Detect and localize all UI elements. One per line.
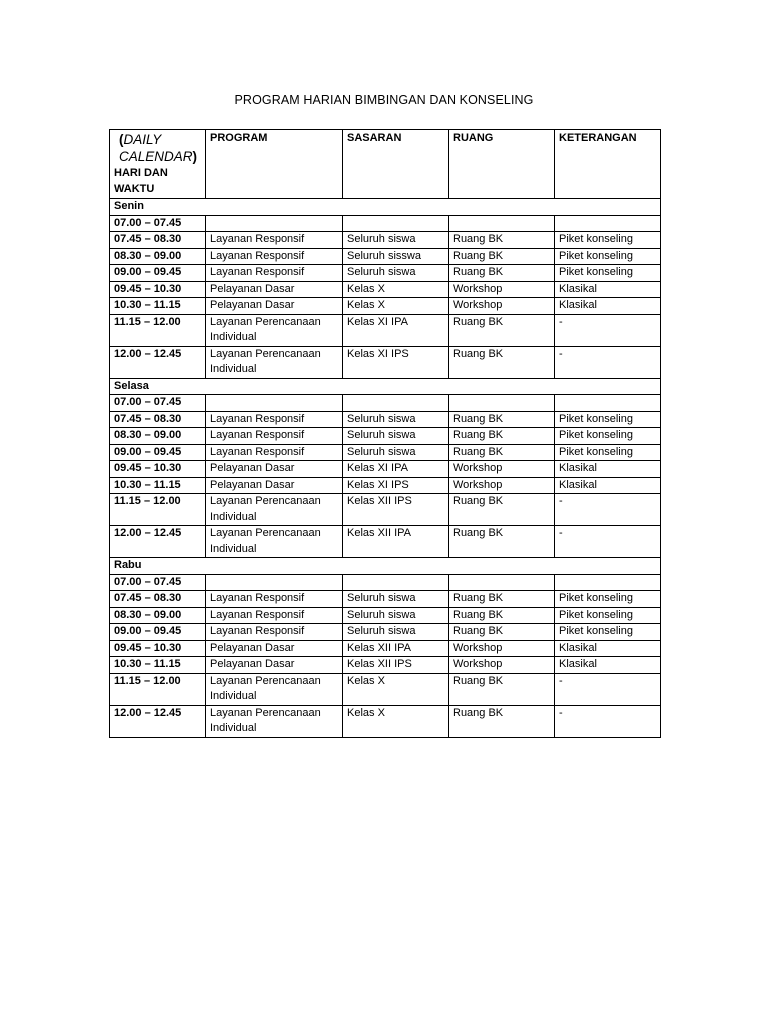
- ruang-cell: Workshop: [449, 298, 555, 315]
- table-row: [110, 494, 661, 526]
- table-row: [110, 281, 661, 298]
- time-cell: 11.15 – 12.00: [110, 494, 206, 526]
- ruang-cell: Ruang BK: [449, 526, 555, 558]
- program-cell: Pelayanan Dasar: [206, 461, 343, 478]
- keterangan-cell: -: [555, 346, 661, 378]
- program-cell: Layanan Responsif: [206, 265, 343, 282]
- sasaran-cell: [343, 574, 449, 591]
- sasaran-cell: Kelas XI IPA: [343, 461, 449, 478]
- program-cell: [206, 395, 343, 412]
- header-day-time: [110, 130, 206, 199]
- sasaran-cell: Kelas XII IPS: [343, 494, 449, 526]
- table-row: [110, 477, 661, 494]
- time-cell: 09.45 – 10.30: [110, 461, 206, 478]
- time-cell: 09.45 – 10.30: [110, 640, 206, 657]
- sasaran-cell: Seluruh siswa: [343, 232, 449, 249]
- sasaran-cell: Kelas XII IPA: [343, 640, 449, 657]
- sasaran-cell: Seluruh siswa: [343, 624, 449, 641]
- header-daily-calendar: (DAILY CALENDAR): [119, 132, 198, 164]
- header-hari-dan-waktu: HARI DAN WAKTU: [114, 167, 168, 195]
- table-row: [110, 705, 661, 737]
- keterangan-cell: Klasikal: [555, 477, 661, 494]
- time-cell: 08.30 – 09.00: [110, 248, 206, 265]
- ruang-cell: [449, 574, 555, 591]
- program-cell: Layanan Responsif: [206, 248, 343, 265]
- keterangan-cell: Klasikal: [555, 298, 661, 315]
- program-cell: Layanan Perencanaan Individual: [206, 526, 343, 558]
- program-cell: Layanan Responsif: [206, 232, 343, 249]
- time-cell: 07.45 – 08.30: [110, 232, 206, 249]
- header-keterangan: KETERANGAN: [555, 130, 661, 199]
- sasaran-cell: Kelas X: [343, 298, 449, 315]
- program-cell: Layanan Perencanaan Individual: [206, 494, 343, 526]
- keterangan-cell: Klasikal: [555, 461, 661, 478]
- sasaran-cell: Kelas XII IPA: [343, 526, 449, 558]
- time-cell: 12.00 – 12.45: [110, 705, 206, 737]
- keterangan-cell: Klasikal: [555, 281, 661, 298]
- keterangan-cell: Klasikal: [555, 640, 661, 657]
- time-cell: 12.00 – 12.45: [110, 346, 206, 378]
- ruang-cell: [449, 395, 555, 412]
- table-row: [110, 298, 661, 315]
- time-cell: 11.15 – 12.00: [110, 314, 206, 346]
- ruang-cell: Workshop: [449, 461, 555, 478]
- ruang-cell: Ruang BK: [449, 494, 555, 526]
- ruang-cell: Ruang BK: [449, 591, 555, 608]
- ruang-cell: Ruang BK: [449, 248, 555, 265]
- table-row: [110, 265, 661, 282]
- sasaran-cell: Seluruh siswa: [343, 444, 449, 461]
- program-cell: Pelayanan Dasar: [206, 298, 343, 315]
- table-row: [110, 461, 661, 478]
- sasaran-cell: Kelas XII IPS: [343, 657, 449, 674]
- table-header-row: [110, 130, 661, 199]
- keterangan-cell: Piket konseling: [555, 428, 661, 445]
- sasaran-cell: [343, 395, 449, 412]
- sasaran-cell: Seluruh siswa: [343, 428, 449, 445]
- keterangan-cell: Piket konseling: [555, 607, 661, 624]
- ruang-cell: Workshop: [449, 477, 555, 494]
- program-cell: Pelayanan Dasar: [206, 477, 343, 494]
- keterangan-cell: Piket konseling: [555, 444, 661, 461]
- keterangan-cell: [555, 574, 661, 591]
- header-sasaran: SASARAN: [343, 130, 449, 199]
- keterangan-cell: Piket konseling: [555, 624, 661, 641]
- table-row: [110, 215, 661, 232]
- table-row: [110, 232, 661, 249]
- keterangan-cell: Piket konseling: [555, 591, 661, 608]
- time-cell: 10.30 – 11.15: [110, 657, 206, 674]
- program-cell: Layanan Responsif: [206, 591, 343, 608]
- ruang-cell: [449, 215, 555, 232]
- ruang-cell: Ruang BK: [449, 705, 555, 737]
- day-label: Senin: [110, 199, 661, 216]
- table-row: [110, 607, 661, 624]
- table-row: [110, 346, 661, 378]
- keterangan-cell: Piket konseling: [555, 232, 661, 249]
- ruang-cell: Workshop: [449, 640, 555, 657]
- table-row: [110, 673, 661, 705]
- table-row: [110, 444, 661, 461]
- program-cell: Layanan Perencanaan Individual: [206, 705, 343, 737]
- table-row: [110, 395, 661, 412]
- time-cell: 09.00 – 09.45: [110, 265, 206, 282]
- program-cell: Layanan Responsif: [206, 607, 343, 624]
- table-row: [110, 526, 661, 558]
- ruang-cell: Ruang BK: [449, 232, 555, 249]
- sasaran-cell: Kelas XI IPS: [343, 346, 449, 378]
- program-cell: [206, 215, 343, 232]
- keterangan-cell: -: [555, 705, 661, 737]
- keterangan-cell: [555, 395, 661, 412]
- time-cell: 08.30 – 09.00: [110, 428, 206, 445]
- time-cell: 07.00 – 07.45: [110, 215, 206, 232]
- table-row: [110, 640, 661, 657]
- ruang-cell: Workshop: [449, 281, 555, 298]
- day-label: Selasa: [110, 378, 661, 395]
- schedule-body: [110, 130, 661, 738]
- keterangan-cell: Piket konseling: [555, 265, 661, 282]
- program-cell: Layanan Responsif: [206, 411, 343, 428]
- table-row: [110, 411, 661, 428]
- day-row: [110, 378, 661, 395]
- day-row: [110, 558, 661, 575]
- header-program: PROGRAM: [206, 130, 343, 199]
- time-cell: 10.30 – 11.15: [110, 298, 206, 315]
- sasaran-cell: Seluruh siswa: [343, 265, 449, 282]
- ruang-cell: Workshop: [449, 657, 555, 674]
- keterangan-cell: [555, 215, 661, 232]
- table-row: [110, 574, 661, 591]
- program-cell: Layanan Responsif: [206, 444, 343, 461]
- program-cell: Pelayanan Dasar: [206, 640, 343, 657]
- time-cell: 11.15 – 12.00: [110, 673, 206, 705]
- sasaran-cell: Seluruh siswa: [343, 591, 449, 608]
- table-row: [110, 657, 661, 674]
- time-cell: 07.45 – 08.30: [110, 411, 206, 428]
- ruang-cell: Ruang BK: [449, 428, 555, 445]
- time-cell: 09.45 – 10.30: [110, 281, 206, 298]
- sasaran-cell: Kelas X: [343, 673, 449, 705]
- program-cell: Pelayanan Dasar: [206, 657, 343, 674]
- keterangan-cell: Piket konseling: [555, 248, 661, 265]
- keterangan-cell: -: [555, 673, 661, 705]
- sasaran-cell: [343, 215, 449, 232]
- keterangan-cell: Klasikal: [555, 657, 661, 674]
- table-row: [110, 314, 661, 346]
- time-cell: 08.30 – 09.00: [110, 607, 206, 624]
- sasaran-cell: Seluruh sisswa: [343, 248, 449, 265]
- sasaran-cell: Seluruh siswa: [343, 607, 449, 624]
- table-row: [110, 248, 661, 265]
- day-row: [110, 199, 661, 216]
- program-cell: Layanan Responsif: [206, 428, 343, 445]
- header-ruang: RUANG: [449, 130, 555, 199]
- ruang-cell: Ruang BK: [449, 411, 555, 428]
- program-cell: Layanan Perencanaan Individual: [206, 314, 343, 346]
- table-row: [110, 624, 661, 641]
- ruang-cell: Ruang BK: [449, 314, 555, 346]
- document-title: PROGRAM HARIAN BIMBINGAN DAN KONSELING: [234, 93, 534, 107]
- day-label: Rabu: [110, 558, 661, 575]
- keterangan-cell: -: [555, 314, 661, 346]
- time-cell: 07.00 – 07.45: [110, 574, 206, 591]
- time-cell: 12.00 – 12.45: [110, 526, 206, 558]
- keterangan-cell: -: [555, 494, 661, 526]
- sasaran-cell: Kelas X: [343, 705, 449, 737]
- sasaran-cell: Seluruh siswa: [343, 411, 449, 428]
- ruang-cell: Ruang BK: [449, 607, 555, 624]
- time-cell: 09.00 – 09.45: [110, 624, 206, 641]
- program-cell: Layanan Responsif: [206, 624, 343, 641]
- ruang-cell: Ruang BK: [449, 624, 555, 641]
- sasaran-cell: Kelas XI IPS: [343, 477, 449, 494]
- schedule-table: [109, 129, 661, 738]
- ruang-cell: Ruang BK: [449, 346, 555, 378]
- sasaran-cell: Kelas X: [343, 281, 449, 298]
- program-cell: Layanan Perencanaan Individual: [206, 346, 343, 378]
- program-cell: Pelayanan Dasar: [206, 281, 343, 298]
- time-cell: 09.00 – 09.45: [110, 444, 206, 461]
- keterangan-cell: -: [555, 526, 661, 558]
- time-cell: 07.45 – 08.30: [110, 591, 206, 608]
- time-cell: 10.30 – 11.15: [110, 477, 206, 494]
- keterangan-cell: Piket konseling: [555, 411, 661, 428]
- ruang-cell: Ruang BK: [449, 265, 555, 282]
- table-row: [110, 591, 661, 608]
- time-cell: 07.00 – 07.45: [110, 395, 206, 412]
- program-cell: Layanan Perencanaan Individual: [206, 673, 343, 705]
- sasaran-cell: Kelas XI IPA: [343, 314, 449, 346]
- ruang-cell: Ruang BK: [449, 673, 555, 705]
- program-cell: [206, 574, 343, 591]
- ruang-cell: Ruang BK: [449, 444, 555, 461]
- table-row: [110, 428, 661, 445]
